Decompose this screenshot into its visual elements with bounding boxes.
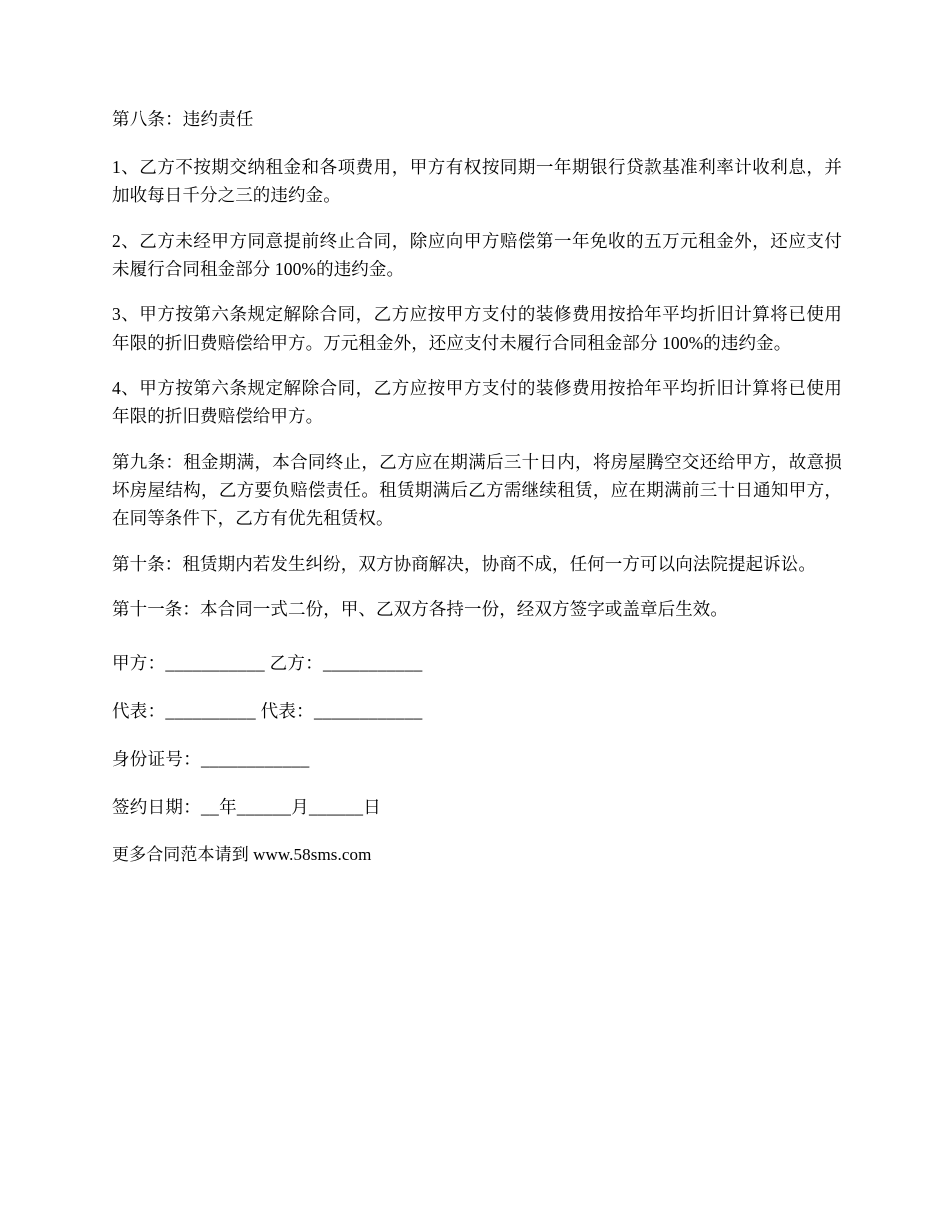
clause-paragraph-7: 第十一条：本合同一式二份，甲、乙双方各持一份，经双方签字或盖章后生效。 — [112, 599, 728, 620]
clause-paragraph-6: 第十条：租赁期内若发生纠纷，双方协商解决，协商不成，任何一方可以向法院提起诉讼。 — [112, 553, 816, 574]
clause-paragraph-3: 3、甲方按第六条规定解除合同，乙方应按甲方支付的装修费用按拾年平均折旧计算将已使用年限的折旧费赔偿给甲方。万元租金外，还应支付未履行合同租金部分 100%的违约金。 — [112, 304, 842, 353]
signature-representatives-line: 代表：__________ 代表：____________ — [112, 701, 423, 722]
clause-paragraph-5: 第九条：租金期满，本合同终止，乙方应在期满后三十日内，将房屋腾空交还给甲方，故意损坏房屋结构，乙方要负赔偿责任。租赁期满后乙方需继续租赁，应在期满前三十日通知甲方，在同等条件下，乙方有优先租赁权。 — [112, 451, 842, 529]
section-heading: 第八条：违约责任 — [112, 109, 254, 129]
footer-source-note: 更多合同范本请到 www.58sms.com — [112, 845, 372, 865]
clause-paragraph-2: 2、乙方未经甲方同意提前终止合同，除应向甲方赔偿第一年免收的五万元租金外，还应支付未履行合同租金部分 100%的违约金。 — [112, 230, 842, 280]
signature-block — [112, 649, 842, 821]
signature-parties-line: 甲方：___________ 乙方：___________ — [112, 653, 423, 674]
signature-date-line: 签约日期：__年______月______日 — [112, 797, 382, 818]
clause-paragraph-4: 4、甲方按第六条规定解除合同，乙方应按甲方支付的装修费用按拾年平均折旧计算将已使用年限的折旧费赔偿给甲方。 — [112, 378, 842, 427]
document-body — [112, 105, 842, 869]
clause-paragraph-1: 1、乙方不按期交纳租金和各项费用，甲方有权按同期一年期银行贷款基准利率计收利息，并加收每日千分之三的违约金。 — [112, 157, 842, 206]
signature-id-number-line: 身份证号：____________ — [112, 749, 310, 770]
